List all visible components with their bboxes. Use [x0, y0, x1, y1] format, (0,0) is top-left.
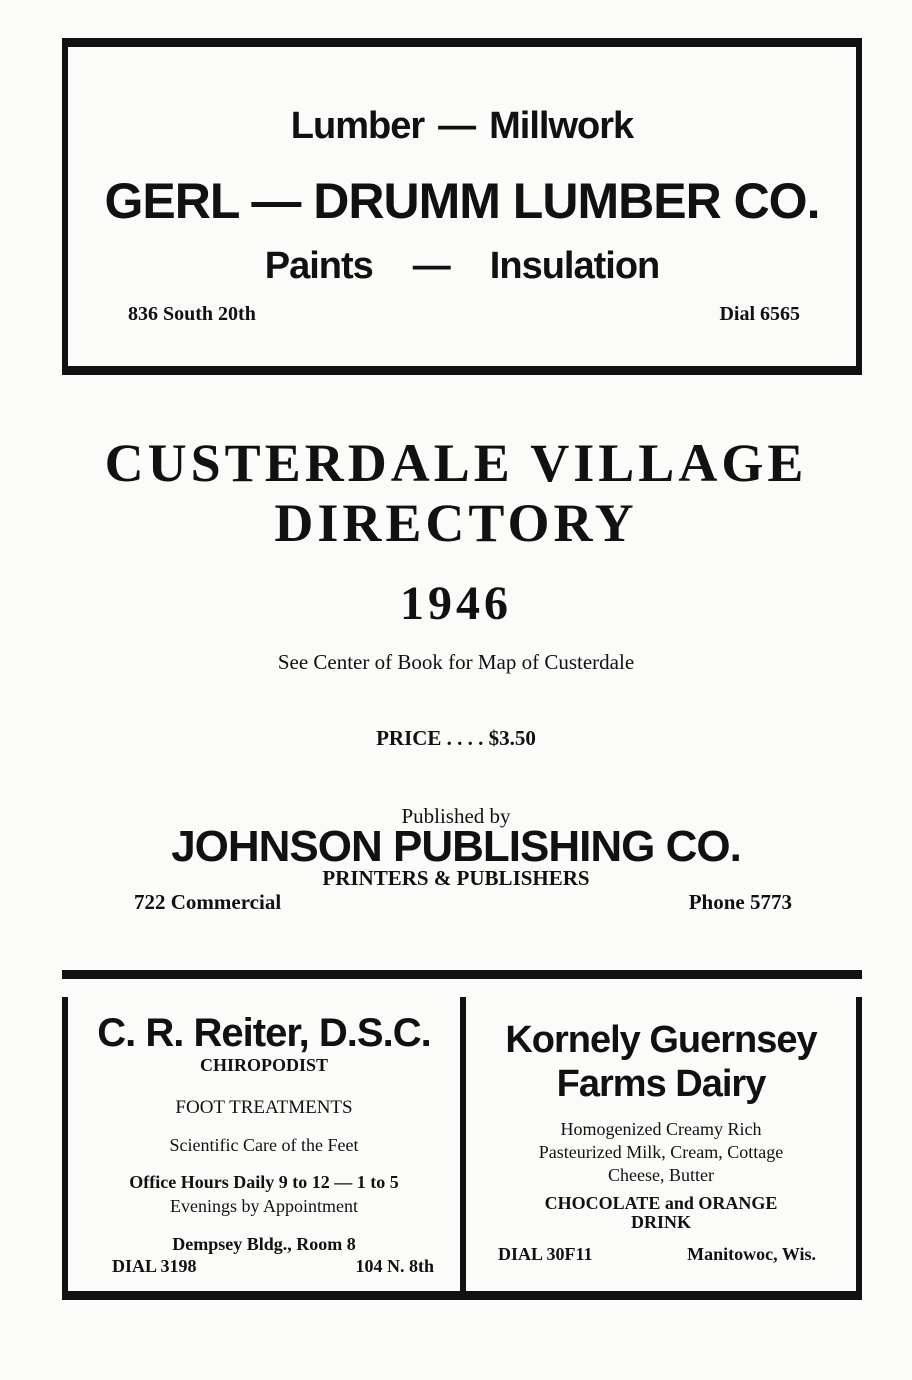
scientific-care: Scientific Care of the Feet	[169, 1135, 359, 1155]
chiropodist-ad	[68, 979, 460, 1291]
dairy-desc-line1: Homogenized Creamy Rich	[560, 1119, 762, 1139]
dairy-city: Manitowoc, Wis.	[687, 1244, 816, 1264]
directory-title-line1: CUSTERDALE VILLAGE	[104, 433, 808, 493]
map-note: See Center of Book for Map of Custerdale	[277, 650, 635, 674]
millwork-label: Millwork	[489, 105, 634, 147]
evening-hours: Evenings by Appointment	[170, 1196, 358, 1216]
foot-treatments: FOOT TREATMENTS	[175, 1097, 353, 1118]
chiropodist-building: Dempsey Bldg., Room 8	[172, 1234, 356, 1254]
dairy-drink-line1: CHOCOLATE and ORANGE	[544, 1193, 778, 1213]
dash: —	[438, 105, 476, 147]
dairy-dial: DIAL 30F11	[498, 1244, 593, 1264]
price: PRICE . . . . $3.50	[376, 726, 536, 750]
company-name: GERL — DRUMM LUMBER CO.	[104, 173, 820, 229]
dairy-drink-line2: DRINK	[630, 1212, 691, 1232]
dairy-ad	[466, 979, 856, 1291]
lumber-millwork-line	[68, 105, 856, 148]
dairy-name-line1: Kornely Guernsey	[505, 1019, 817, 1061]
bottom-advertisements	[62, 970, 862, 1300]
lumber-address: 836 South 20th	[128, 303, 256, 325]
chiropodist-name: C. R. Reiter, D.S.C.	[97, 1011, 431, 1055]
chiropodist-dial: DIAL 3198	[112, 1256, 197, 1276]
publisher-phone: Phone 5773	[688, 890, 792, 914]
published-by: Published by	[401, 804, 511, 828]
chiropodist-address: 104 N. 8th	[355, 1256, 434, 1276]
top-advertisement	[62, 38, 862, 375]
paints-insulation-line	[68, 245, 856, 288]
insulation-label: Insulation	[489, 245, 660, 287]
directory-title-line2: DIRECTORY	[274, 493, 638, 553]
lumber-label: Lumber	[290, 105, 425, 147]
publisher-subtitle: PRINTERS & PUBLISHERS	[322, 866, 590, 890]
office-hours: Office Hours Daily 9 to 12 — 1 to 5	[129, 1172, 399, 1192]
lumber-dial: Dial 6565	[719, 303, 800, 325]
directory-year: 1946	[400, 577, 512, 630]
publisher-address: 722 Commercial	[134, 890, 282, 914]
dash: —	[412, 245, 450, 287]
dairy-name-line2: Farms Dairy	[556, 1063, 766, 1105]
dairy-desc-line2: Pasteurized Milk, Cream, Cottage	[538, 1142, 784, 1162]
publisher-name: JOHNSON PUBLISHING CO.	[171, 822, 741, 871]
dairy-desc-line3: Cheese, Butter	[608, 1165, 714, 1185]
chiropodist-title: CHIROPODIST	[199, 1055, 329, 1075]
paints-label: Paints	[264, 245, 373, 287]
border-right	[856, 997, 862, 1291]
